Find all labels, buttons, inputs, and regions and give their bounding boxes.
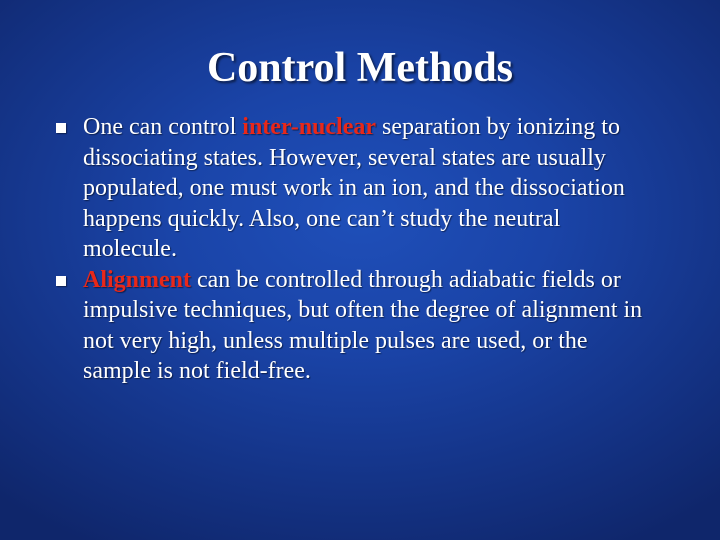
square-bullet-icon <box>56 123 66 133</box>
bullet-1-text-before: One can control <box>83 114 243 140</box>
square-bullet-icon <box>56 276 66 286</box>
bullet-1-text-after: separation by ionizing to dissociating states. However, several states are usually populated, one must work in an ion, and the dissociation happens quickly. Also, one can’t study the neutral molecule. <box>83 114 625 262</box>
bullet-item-2 <box>56 265 656 387</box>
bullet-2-text-after: can be controlled through adiabatic fields or impulsive techniques, but often the degree of alignment in not very high, unless multiple pulses are used, or the sample is not field-free. <box>83 266 643 384</box>
bullet-item-1 <box>56 112 656 265</box>
bullet-list <box>56 112 656 387</box>
slide-title: Control Methods <box>206 45 514 91</box>
bullet-1-highlight: inter-nuclear <box>242 114 377 140</box>
bullet-2-highlight: Alignment <box>83 266 191 293</box>
